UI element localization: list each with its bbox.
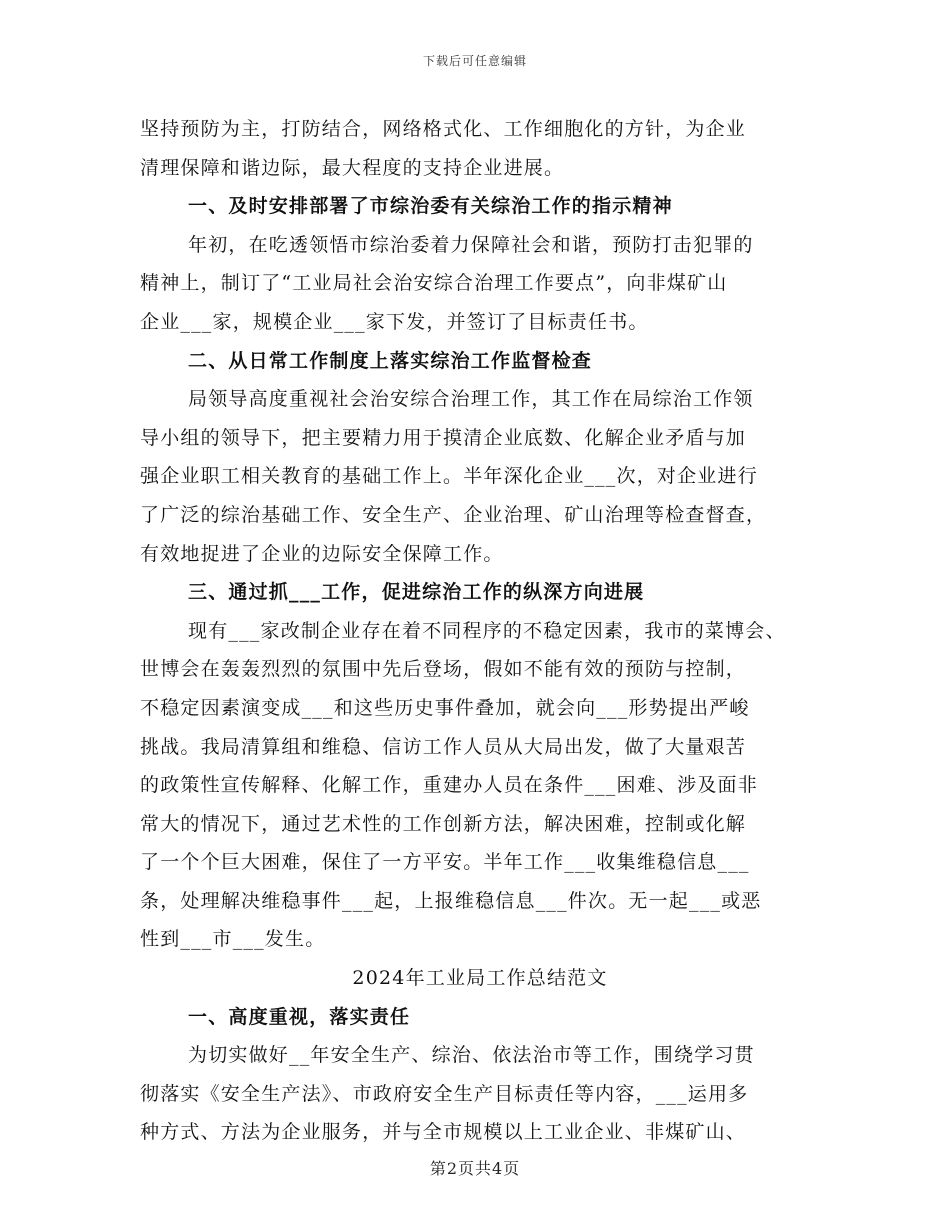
page-header-note: 下载后可任意编辑 xyxy=(422,54,527,68)
body-text-line: 条，处理解决维稳事件___起，上报维稳信息___件次。无一起___或恶 xyxy=(140,889,762,912)
body-text-line: 年初，在吃透领悟市综治委着力保障社会和谐，预防打击犯罪的 xyxy=(188,233,754,256)
body-text-line: 彻落实《安全生产法》、市政府安全生产目标责任等内容，___运用多 xyxy=(140,1082,749,1105)
document-title: 2024年工业局工作总结范文 xyxy=(352,967,608,990)
body-text-line: 挑战。我局清算组和维稳、信访工作人员从大局出发，做了大量艰苦 xyxy=(140,735,747,758)
body-text-line: 种方式、方法为企业服务，并与全市规模以上工业企业、非煤矿山、 xyxy=(140,1121,747,1144)
body-text-line: 了广泛的综治基础工作、安全生产、企业治理、矿山治理等检查督查， xyxy=(140,503,767,526)
document-body xyxy=(140,110,820,1152)
section-heading: 一、高度重视，落实责任 xyxy=(188,1005,411,1028)
section-heading: 三、通过抓___工作，促进综治工作的纵深方向进展 xyxy=(188,581,645,604)
body-text-line: 现有___家改制企业存在着不同程序的不稳定因素，我市的菜博会、 xyxy=(188,619,786,642)
body-text-line: 性到___市___发生。 xyxy=(140,928,326,951)
body-text-line: 了一个个巨大困难，保住了一方平安。半年工作___收集维稳信息___ xyxy=(140,851,750,874)
body-text-line: 导小组的领导下，把主要精力用于摸清企业底数、化解企业矛盾与加 xyxy=(140,426,747,449)
body-text-line: 有效地捉进了企业的边际安全保障工作。 xyxy=(140,542,504,565)
body-text-line: 常大的情况下，通过艺术性的工作创新方法，解决困难，控制或化解 xyxy=(140,812,747,835)
body-text-line: 为切实做好__年安全生产、综治、依法治市等工作，围绕学习贯 xyxy=(188,1044,755,1067)
body-text-line: 精神上，制订了“工业局社会治安综合治理工作要点”，向非煤矿山 xyxy=(140,272,728,295)
body-text-line: 不稳定因素演变成___和这些历史事件叠加，就会向___形势提出严峻 xyxy=(140,696,750,719)
body-text-line: 世博会在轰轰烈烈的氛围中先后登场，假如不能有效的预防与控制， xyxy=(140,658,747,681)
section-heading: 一、及时安排部署了市综治委有关综治工作的指示精神 xyxy=(188,195,673,218)
body-text-line: 企业___家，规模企业___家下发，并签订了目标责任书。 xyxy=(140,310,649,333)
body-text-line: 强企业职工相关教育的基础工作上。半年深化企业___次，对企业进行 xyxy=(140,465,758,488)
body-text-line: 局领导高度重视社会治安综合治理工作，其工作在局综治工作领 xyxy=(188,388,754,411)
page-number-footer: 第2页共4页 xyxy=(429,1159,521,1178)
body-text-line: 的政策性宣传解释、化解工作，重建办人员在条件___困难、涉及面非 xyxy=(140,774,758,797)
body-text-line: 坚持预防为主，打防结合，网络格式化、工作细胞化的方针，为企业 xyxy=(140,118,747,140)
section-heading: 二、从日常工作制度上落实综治工作监督检查 xyxy=(188,349,593,372)
body-text-line: 清理保障和谐边际，最大程度的支持企业进展。 xyxy=(140,156,565,179)
